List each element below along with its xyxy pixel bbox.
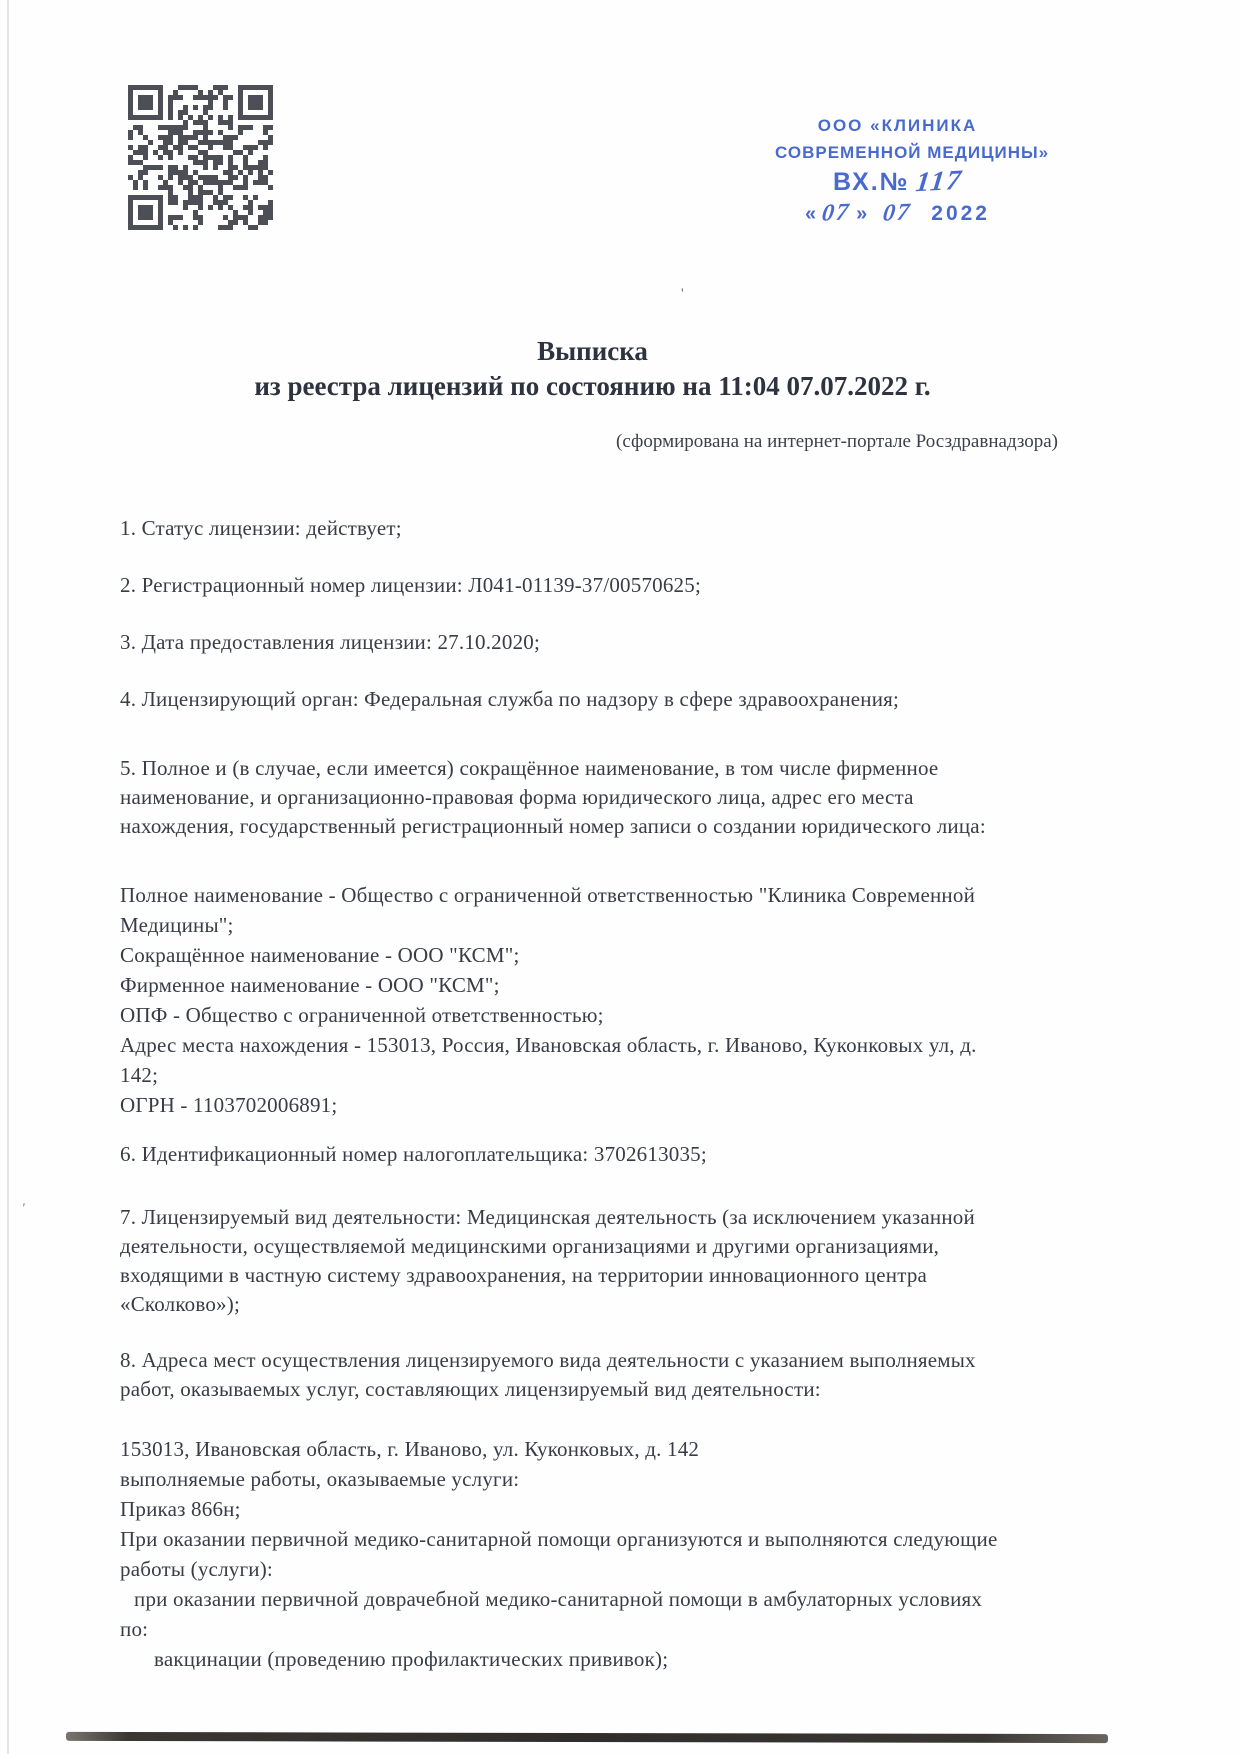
stamp-quote-open: « xyxy=(805,203,817,225)
document-subtitle: (сформирована на интернет-портале Росздравнадзора) xyxy=(616,431,1058,452)
text-line: «Сколково»); xyxy=(120,1292,240,1316)
activity-address-block xyxy=(120,1434,1070,1674)
scan-speck: ' xyxy=(681,286,684,302)
stamp-incoming-number-handwritten: 117 xyxy=(913,164,965,199)
title-line-2: из реестра лицензий по состоянию на 11:04 07.07.2022 г. xyxy=(254,371,931,401)
text-line: 5. Полное и (в случае, если имеется) сокращённое наименование, в том числе фирменное xyxy=(120,756,939,780)
document-title xyxy=(120,336,1065,402)
text-line: 8. Адреса мест осуществления лицензируемого вида деятельности с указанием выполняемых xyxy=(120,1348,976,1372)
stamp-date-day-handwritten: 07 xyxy=(820,199,852,227)
stamp-org-name-line1: ООО «КЛИНИКА xyxy=(817,116,978,135)
item-1-license-status: 1. Статус лицензии: действует; xyxy=(120,516,402,540)
item-5-entity-name-intro xyxy=(120,754,1070,841)
scan-speck: ' xyxy=(20,1199,26,1216)
order-866n: Приказ 866н; xyxy=(120,1497,241,1521)
item-4-licensing-authority: 4. Лицензирующий орган: Федеральная служба по надзору в сфере здравоохранения; xyxy=(120,687,900,711)
item-8-activity-addresses-intro xyxy=(120,1346,1070,1404)
stamp-date-row xyxy=(775,200,1020,227)
stamp-date-year: 2022 xyxy=(931,202,990,225)
scan-edge-line xyxy=(7,0,9,1754)
activity-address: 153013, Ивановская область, г. Иваново, ул. Куконковых, д. 142 xyxy=(120,1437,700,1461)
entity-details-block xyxy=(120,880,1070,1120)
text-line: нахождения, государственный регистрационный номер записи о создании юридического лица: xyxy=(120,814,986,838)
text-line: деятельности, осуществляемой медицинскими организациями и другими организациями, xyxy=(120,1234,940,1258)
stamp-quote-close: » xyxy=(856,203,868,225)
vaccination-line: вакцинации (проведению профилактических прививок); xyxy=(154,1647,669,1671)
item-3-grant-date: 3. Дата предоставления лицензии: 27.10.2020; xyxy=(120,630,541,654)
scan-bottom-edge xyxy=(66,1732,1108,1743)
pre-doctor-care-line2: по: xyxy=(120,1617,149,1641)
text-line: наименование, и организационно-правовая форма юридического лица, адрес его места xyxy=(120,785,914,809)
item-2-registration-number: 2. Регистрационный номер лицензии: Л041-01139-37/00570625; xyxy=(120,573,701,597)
text-line: входящими в частную систему здравоохранения, на территории инновационного центра xyxy=(120,1263,928,1287)
text-line: работ, оказываемых услуг, составляющих лицензируемый вид деятельности: xyxy=(120,1377,821,1401)
entity-short-name: Сокращённое наименование - ООО "КСМ"; xyxy=(120,943,520,967)
entity-full-name-line1: Полное наименование - Общество с ограниченной ответственностью "Клиника Современной xyxy=(120,883,976,907)
title-line-1: Выписка xyxy=(537,336,648,366)
primary-care-line1: При оказании первичной медико-санитарной помощи организуются и выполняются следующие xyxy=(120,1527,998,1551)
entity-address-line1: Адрес места нахождения - 153013, Россия, Ивановская область, г. Иваново, Куконковых ул, д. xyxy=(120,1033,977,1057)
stamp-date-month-handwritten: 07 xyxy=(881,199,914,227)
stamp-incoming-number-row xyxy=(775,166,1020,198)
qr-code xyxy=(128,85,273,235)
stamp-incoming-label: ВХ.№ xyxy=(832,168,910,196)
text-line: 7. Лицензируемый вид деятельности: Медицинская деятельность (за исключением указанной xyxy=(120,1205,975,1229)
pre-doctor-care-line1: при оказании первичной доврачебной медико-санитарной помощи в амбулаторных условиях xyxy=(134,1587,983,1611)
qr-code-image xyxy=(128,85,273,235)
entity-full-name-line2: Медицины"; xyxy=(120,913,234,937)
entity-ogrn: ОГРН - 1103702006891; xyxy=(120,1093,338,1117)
stamp-org-name-line2: СОВРЕМЕННОЙ МЕДИЦИНЫ» xyxy=(775,143,1050,162)
entity-address-line2: 142; xyxy=(120,1063,159,1087)
works-services-label: выполняемые работы, оказываемые услуги: xyxy=(120,1467,520,1491)
primary-care-line2: работы (услуги): xyxy=(120,1557,273,1581)
entity-brand-name: Фирменное наименование - ООО "КСМ"; xyxy=(120,973,500,997)
item-7-licensed-activity xyxy=(120,1203,1070,1319)
incoming-stamp xyxy=(775,116,1050,227)
entity-legal-form: ОПФ - Общество с ограниченной ответственностью; xyxy=(120,1003,604,1027)
item-6-taxpayer-number: 6. Идентификационный номер налогоплательщика: 3702613035; xyxy=(120,1142,707,1166)
